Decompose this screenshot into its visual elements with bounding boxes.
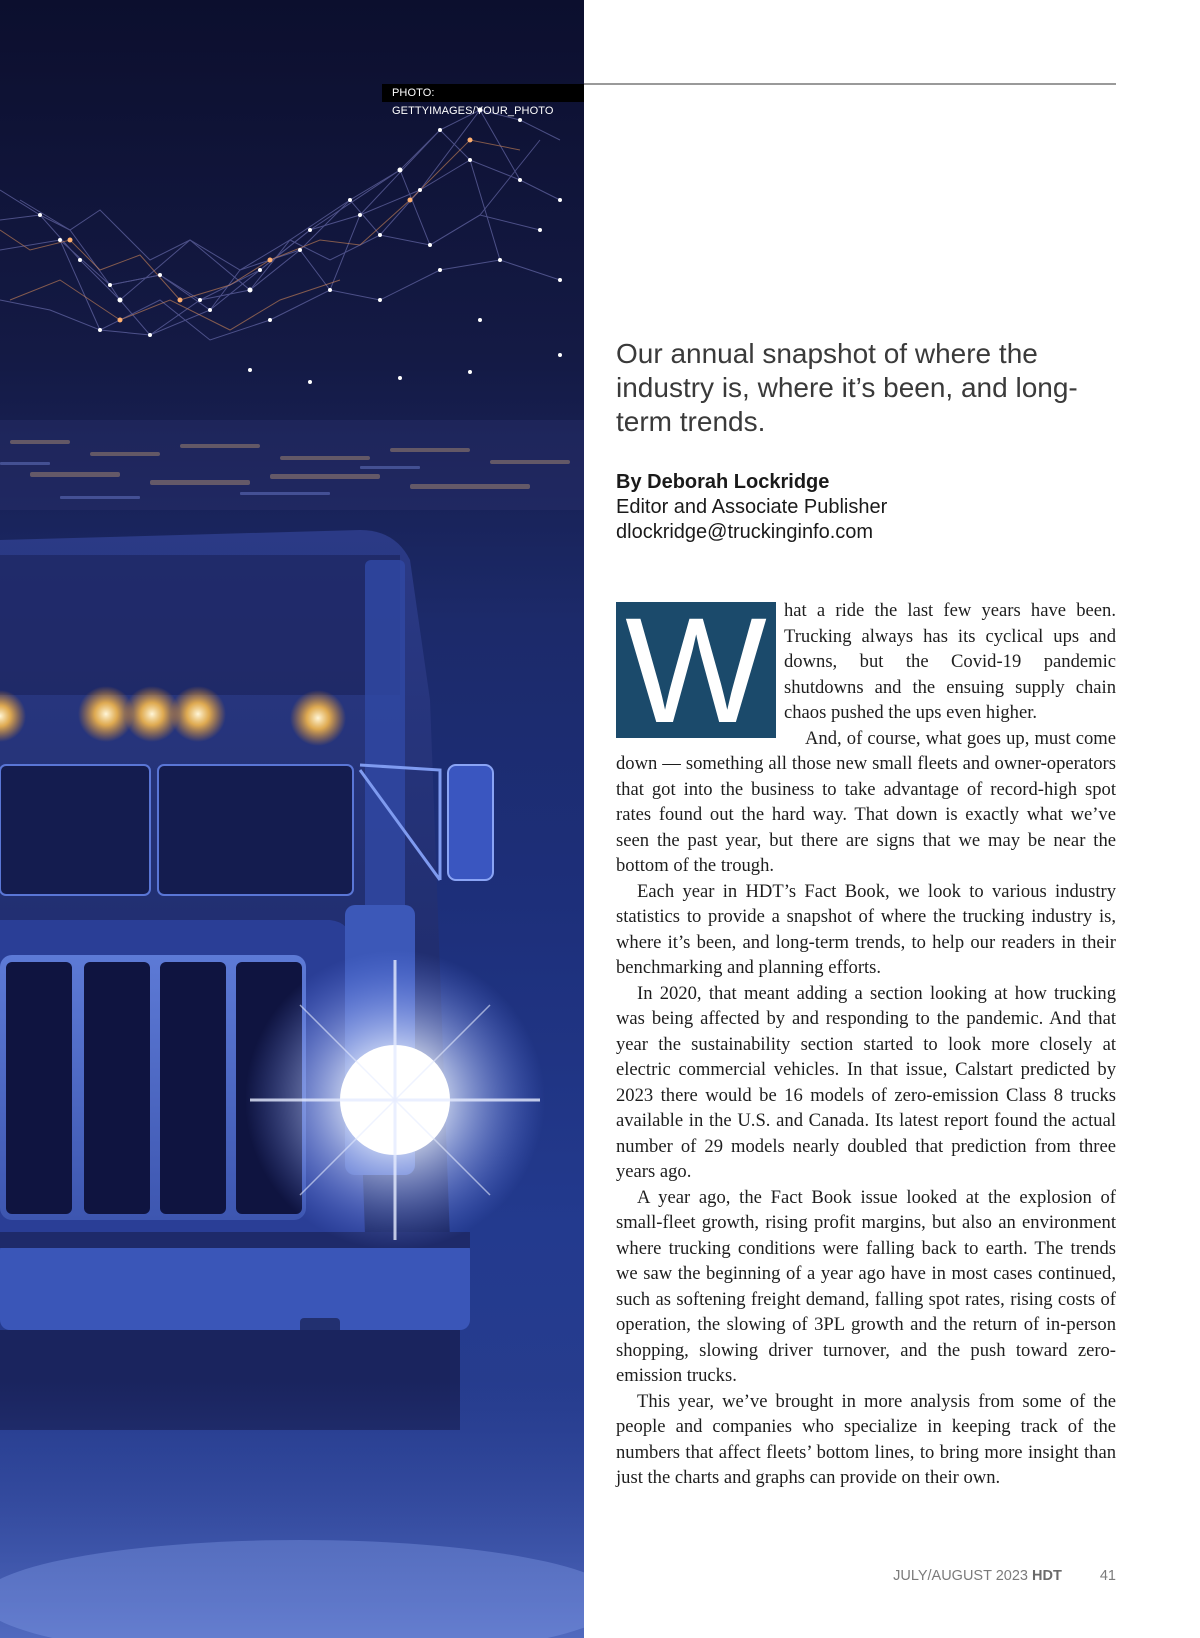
footer-issue: JULY/AUGUST 2023 (893, 1568, 1028, 1584)
article-paragraph: A year ago, the Fact Book issue looked at the explosion of small-fleet growth, rising profit margins, but also an environment where trucking conditions were falling back to earth. The trends we saw the beginning of a year ago have in most cases continued, such as softening freight demand, falling spot rates, rising costs of operation, the slowing of 3PL growth and the return of in-person shopping, slowing driver turnover, and the push toward zero-emission trucks. (616, 1186, 1116, 1386)
article-paragraph: Each year in HDT’s Fact Book, we look to various industry statistics to provide a snapshot of where the trucking industry is, where it’s been, and long-term trends, to help our readers in their benchmarking and planning efforts. (616, 880, 1116, 978)
article-deck: Our annual snapshot of where the industry is, where it’s been, and long-term trends. (616, 338, 1078, 437)
network-lines (0, 110, 560, 340)
photo-credit: PHOTO: GETTYIMAGES/YOUR_PHOTO (382, 84, 584, 102)
page-footer (893, 1568, 1116, 1584)
byline-author: By Deborah Lockridge (616, 471, 830, 493)
article-body (616, 598, 1116, 1491)
cover-photo (0, 0, 584, 1638)
byline (616, 470, 1086, 545)
article-paragraph: This year, we’ve brought in more analysis from some of the people and companies who specialize in keeping track of the numbers that affect fleets’ bottom lines, to bring more insight than just the charts and graphs can provide on their own. (616, 1390, 1116, 1488)
headlight (245, 950, 545, 1250)
paragraph-text: hat a ride the last few years have been. Trucking always has its cyclical ups and downs, but the Covid-19 pandemic shutdowns and the ensuing supply chain chaos pushed the ups even higher. (784, 600, 1116, 723)
light-streaks (0, 420, 584, 510)
article-paragraph (616, 598, 1116, 738)
top-rule (584, 83, 1116, 85)
article-paragraph: In 2020, that meant adding a section looking at how trucking was being affected by and responding to the pandemic. And that year the sustainability section started to look more closely at electric commercial vehicles. In that issue, Calstart predicted by 2023 there would be 16 models of zero-emission Class 8 trucks available in the U.S. and Canada. Its latest report found the actual number of 29 models nearly doubled that prediction from three years ago. (616, 982, 1116, 1182)
byline-email[interactable]: dlockridge@truckinginfo.com (616, 521, 874, 543)
footer-brand: HDT (1032, 1568, 1062, 1584)
drop-cap: W (616, 602, 776, 738)
network-nodes (38, 108, 562, 385)
truck-network-illustration (0, 0, 584, 1638)
network-nodes-warm (68, 138, 473, 323)
network-lines-warm (0, 140, 520, 330)
byline-role: Editor and Associate Publisher (616, 496, 888, 518)
page-number: 41 (1099, 1568, 1116, 1584)
article-paragraph: And, of course, what goes up, must come down — something all those new small fleets and owner-operators that got into the business to take advantage of record-high spot rates found out the hard way. That down is exactly what we’ve seen the past year, but there are signs that we may be near the bottom of the trough. (616, 727, 1116, 876)
